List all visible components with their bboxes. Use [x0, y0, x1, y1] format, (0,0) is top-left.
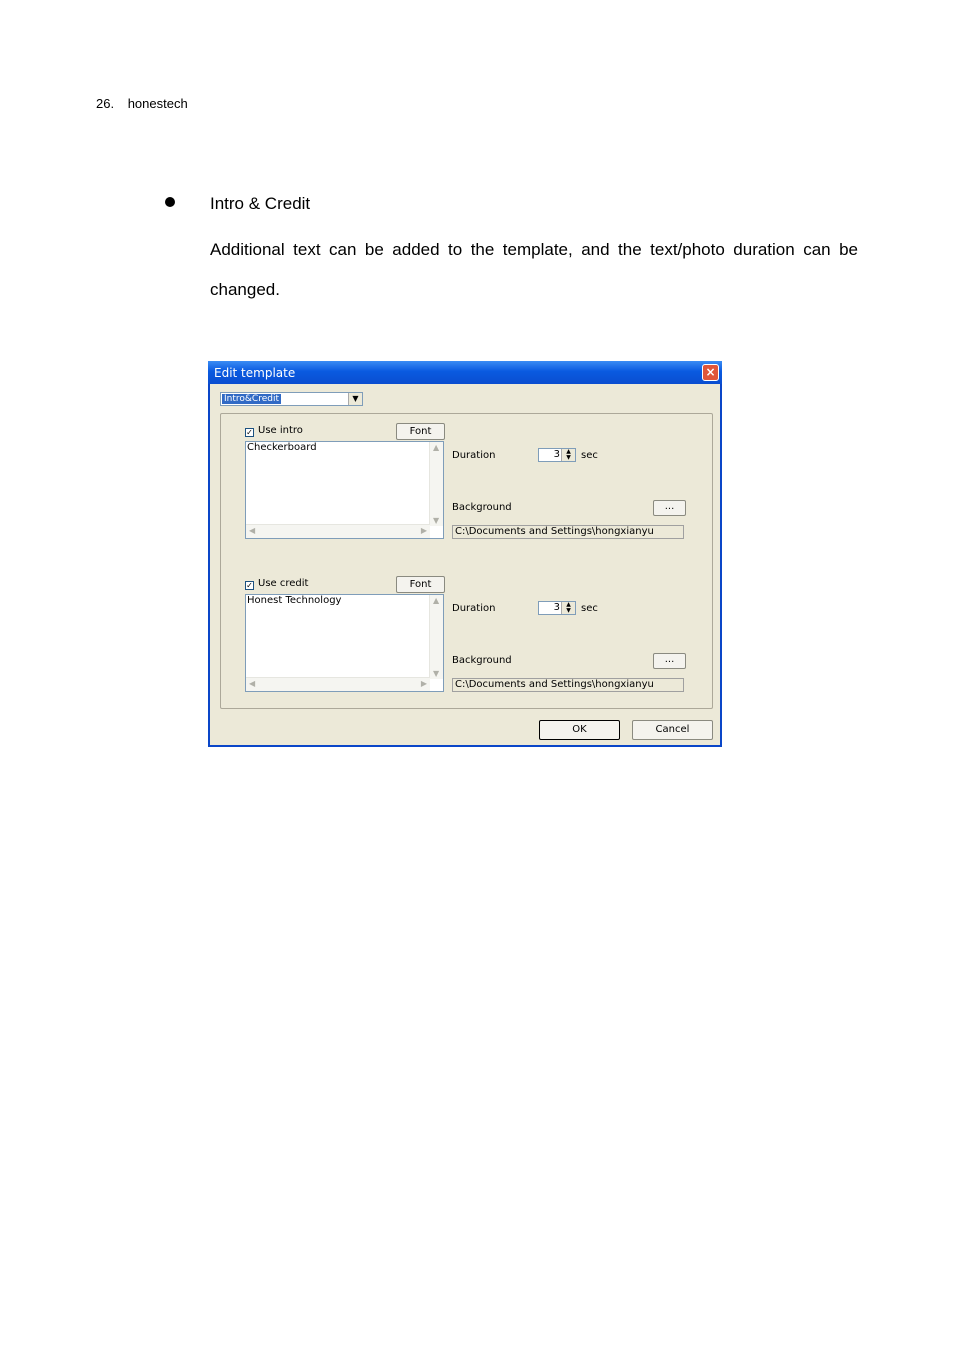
intro-font-button[interactable]: Font [396, 423, 445, 440]
scroll-down-icon[interactable]: ▼ [433, 669, 440, 678]
credit-duration-unit: sec [581, 603, 598, 614]
credit-browse-button[interactable]: ... [653, 653, 686, 669]
scroll-down-icon[interactable]: ▼ [433, 516, 440, 525]
edit-template-dialog [208, 361, 722, 747]
intro-text-area[interactable] [245, 441, 444, 539]
intro-background-path [452, 525, 684, 539]
brand-name: honestech [127, 96, 188, 111]
settings-group [220, 413, 713, 709]
title-bar[interactable] [208, 361, 722, 384]
credit-background-path-text: C:\Documents and Settings\hongxianyu [455, 679, 654, 690]
scroll-up-icon[interactable]: ▲ [433, 443, 440, 452]
intro-duration-label: Duration [452, 450, 496, 461]
credit-duration-label: Duration [452, 603, 496, 614]
intro-background-path-text: C:\Documents and Settings\hongxianyu [455, 526, 654, 537]
section-description: Additional text can be added to the template, and the text/photo duration can be changed. [210, 240, 858, 299]
credit-horizontal-scrollbar[interactable] [246, 677, 430, 691]
intro-background-label: Background [452, 502, 512, 513]
scroll-left-icon[interactable]: ◀ [249, 679, 256, 688]
spinner-arrows-icon[interactable]: ▲ ▼ [561, 449, 575, 461]
intro-text: Checkerboard [247, 442, 317, 453]
credit-text: Honest Technology [247, 595, 342, 606]
intro-duration-value: 3 [553, 449, 560, 460]
scroll-right-icon[interactable]: ▶ [420, 526, 427, 535]
cancel-button[interactable]: Cancel [632, 720, 713, 740]
intro-duration-unit: sec [581, 450, 598, 461]
intro-horizontal-scrollbar[interactable] [246, 524, 430, 538]
template-select[interactable] [220, 392, 363, 406]
bullet-icon [165, 197, 175, 207]
credit-duration-spinner[interactable] [538, 601, 576, 615]
spinner-arrows-icon[interactable]: ▲ ▼ [561, 602, 575, 614]
ok-button[interactable]: OK [539, 720, 620, 740]
credit-text-area[interactable] [245, 594, 444, 692]
scroll-left-icon[interactable]: ◀ [249, 526, 256, 535]
use-credit-label: Use credit [258, 578, 309, 589]
scroll-up-icon[interactable]: ▲ [433, 596, 440, 605]
close-icon[interactable]: × [702, 364, 719, 381]
intro-browse-button[interactable]: ... [653, 500, 686, 516]
use-credit-checkbox[interactable]: ✓ [246, 581, 253, 590]
dialog-title: Edit template [214, 366, 296, 380]
template-select-value: Intro&Credit [224, 394, 279, 404]
page-number: 26. [96, 96, 115, 111]
use-intro-checkbox[interactable]: ✓ [246, 428, 253, 437]
credit-background-path [452, 678, 684, 692]
intro-vertical-scrollbar[interactable] [429, 442, 443, 526]
credit-font-button[interactable]: Font [396, 576, 445, 593]
use-intro-label: Use intro [258, 425, 303, 436]
credit-background-label: Background [452, 655, 512, 666]
chevron-down-icon[interactable]: ▼ [348, 393, 362, 405]
page-header [96, 96, 188, 111]
credit-duration-value: 3 [553, 602, 560, 613]
credit-vertical-scrollbar[interactable] [429, 595, 443, 679]
scroll-right-icon[interactable]: ▶ [420, 679, 427, 688]
section-title: Intro & Credit [210, 194, 311, 213]
intro-duration-spinner[interactable] [538, 448, 576, 462]
